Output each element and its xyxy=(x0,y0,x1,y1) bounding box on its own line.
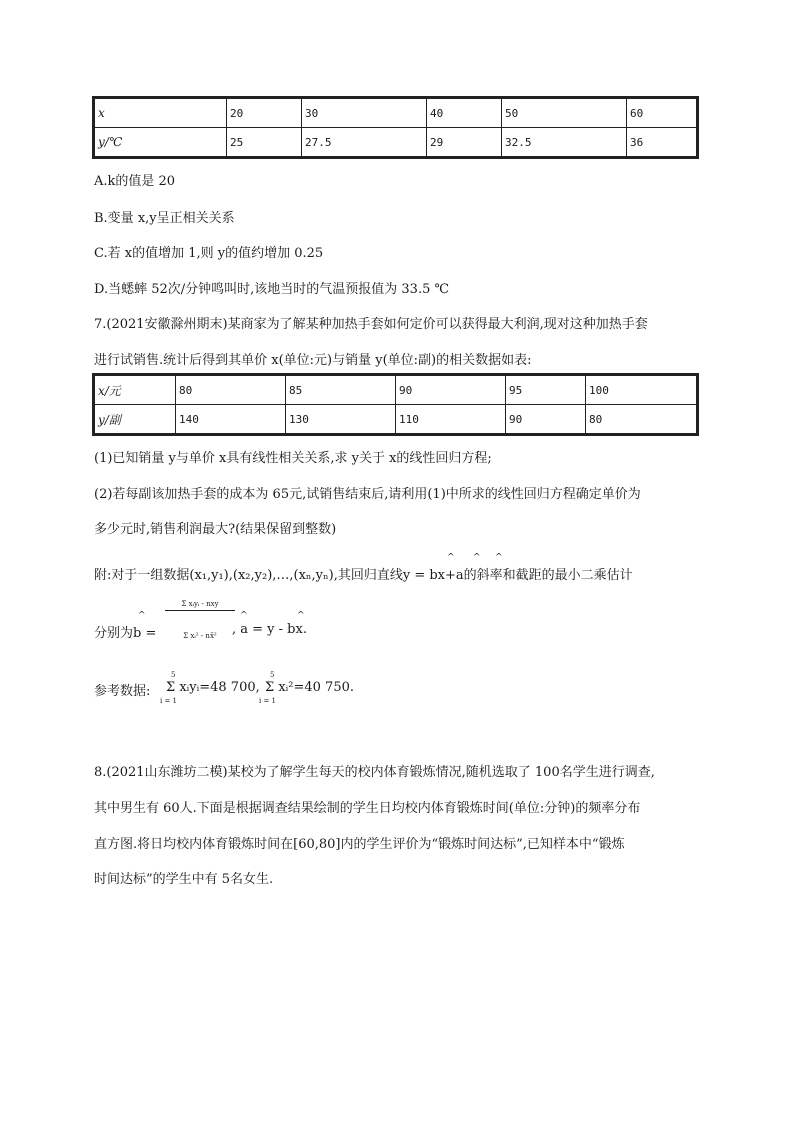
table-cell: 80 xyxy=(586,405,698,435)
table-cell: x xyxy=(94,98,227,128)
hat-mark: ^ xyxy=(473,553,481,563)
formula-prefix: 分别为 xyxy=(94,626,134,641)
table-cell: 32.5 xyxy=(502,128,627,158)
hat-mark: ^ xyxy=(138,611,146,621)
sum-upper-limit: 5 xyxy=(270,671,275,679)
question-7-line-2: 进行试销售.统计后得到其单价 x(单位:元)与销量 y(单位:副)的相关数据如表: xyxy=(94,353,532,368)
table-cell: 25 xyxy=(227,128,302,158)
sum-lower-limit: i = 1 xyxy=(160,697,178,705)
table-cell: 20 xyxy=(227,98,302,128)
table-cell: 40 xyxy=(427,98,502,128)
table-cell: 36 xyxy=(627,128,698,158)
reference-value-2: Σ xᵢ²=40 750. xyxy=(265,680,354,695)
appendix-suffix: 的斜率和截距的最小二乘估计 xyxy=(463,568,633,583)
question-7-part-2-line-2: 多少元时,销售利润最大?(结果保留到整数) xyxy=(94,522,337,537)
table-row xyxy=(94,128,698,158)
table-cell: 90 xyxy=(506,405,586,435)
question-8-line-4: 时间达标”的学生中有 5名女生. xyxy=(94,872,274,887)
formula-a: , a = y - bx. xyxy=(232,622,307,637)
table-cell: 130 xyxy=(286,405,396,435)
formula-denominator: Σ xᵢ² - nx̄² xyxy=(183,632,217,640)
formula-numerator: Σ xᵢyᵢ - nxy xyxy=(165,600,235,611)
formula-b: b = xyxy=(133,626,157,641)
hat-mark: ^ xyxy=(240,611,248,621)
option-d: D.当蟋蟀 52次/分钟鸣叫时,该地当时的气温预报值为 33.5 ℃ xyxy=(94,282,450,297)
question-8-line-1: 8.(2021山东潍坊二模)某校为了解学生每天的校内体育锻炼情况,随机选取了 100名学生进行调查, xyxy=(94,765,655,780)
table-cell: 80 xyxy=(176,375,286,405)
regression-equation: y = bx+a xyxy=(402,568,464,583)
reference-label: 参考数据: xyxy=(94,684,151,699)
appendix-prefix: 附:对于一组数据(x₁,y₁),(x₂,y₂),…,(xₙ,yₙ),其回归直线 xyxy=(94,568,403,583)
table-row xyxy=(94,405,698,435)
question-7-part-1: (1)已知销量 y与单价 x具有线性相关关系,求 y关于 x的线性回归方程; xyxy=(94,451,492,466)
appendix-line xyxy=(94,564,633,583)
table-cell: 27.5 xyxy=(302,128,427,158)
hat-mark: ^ xyxy=(447,553,455,563)
question-8-line-3: 直方图.将日均校内体育锻炼时间在[60,80]内的学生评价为“锻炼时间达标”,已知样本中“锻炼 xyxy=(94,837,625,852)
table-cell: 110 xyxy=(396,405,506,435)
table-cell: 30 xyxy=(302,98,427,128)
formula-line xyxy=(94,622,156,641)
table-row xyxy=(94,375,698,405)
reference-value-1: Σ xᵢyᵢ=48 700, xyxy=(166,680,260,695)
table-cell: 85 xyxy=(286,375,396,405)
table-cell: 90 xyxy=(396,375,506,405)
table-row xyxy=(94,98,698,128)
table-cell: 29 xyxy=(427,128,502,158)
option-b: B.变量 x,y呈正相关关系 xyxy=(94,211,235,226)
table-cell: 140 xyxy=(176,405,286,435)
table-cell: y/副 xyxy=(94,405,176,435)
option-a: A.k的值是 20 xyxy=(94,174,176,189)
question-8-line-2: 其中男生有 60人.下面是根据调查结果绘制的学生日均校内体育锻炼时间(单位:分钟)的频率分布 xyxy=(94,801,641,816)
table-cell: x/元 xyxy=(94,375,176,405)
table-cell: 50 xyxy=(502,98,627,128)
hat-mark: ^ xyxy=(297,611,305,621)
hat-mark: ^ xyxy=(495,553,503,563)
sum-lower-limit: i = 1 xyxy=(259,697,277,705)
option-c: C.若 x的值增加 1,则 y的值约增加 0.25 xyxy=(94,246,324,261)
table-cell: y/℃ xyxy=(94,128,227,158)
table-cell: 95 xyxy=(506,375,586,405)
question-7-part-2-line-1: (2)若每副该加热手套的成本为 65元,试销售结束后,请利用(1)中所求的线性回归方程确定单价为 xyxy=(94,487,641,502)
question-7-line-1: 7.(2021安徽滁州期末)某商家为了解某种加热手套如何定价可以获得最大利润,现对这种加热手套 xyxy=(94,317,648,332)
table-cell: 60 xyxy=(627,98,698,128)
table-cell: 100 xyxy=(586,375,698,405)
data-table-2 xyxy=(92,373,699,436)
data-table-1 xyxy=(92,96,699,159)
sum-upper-limit: 5 xyxy=(171,671,176,679)
